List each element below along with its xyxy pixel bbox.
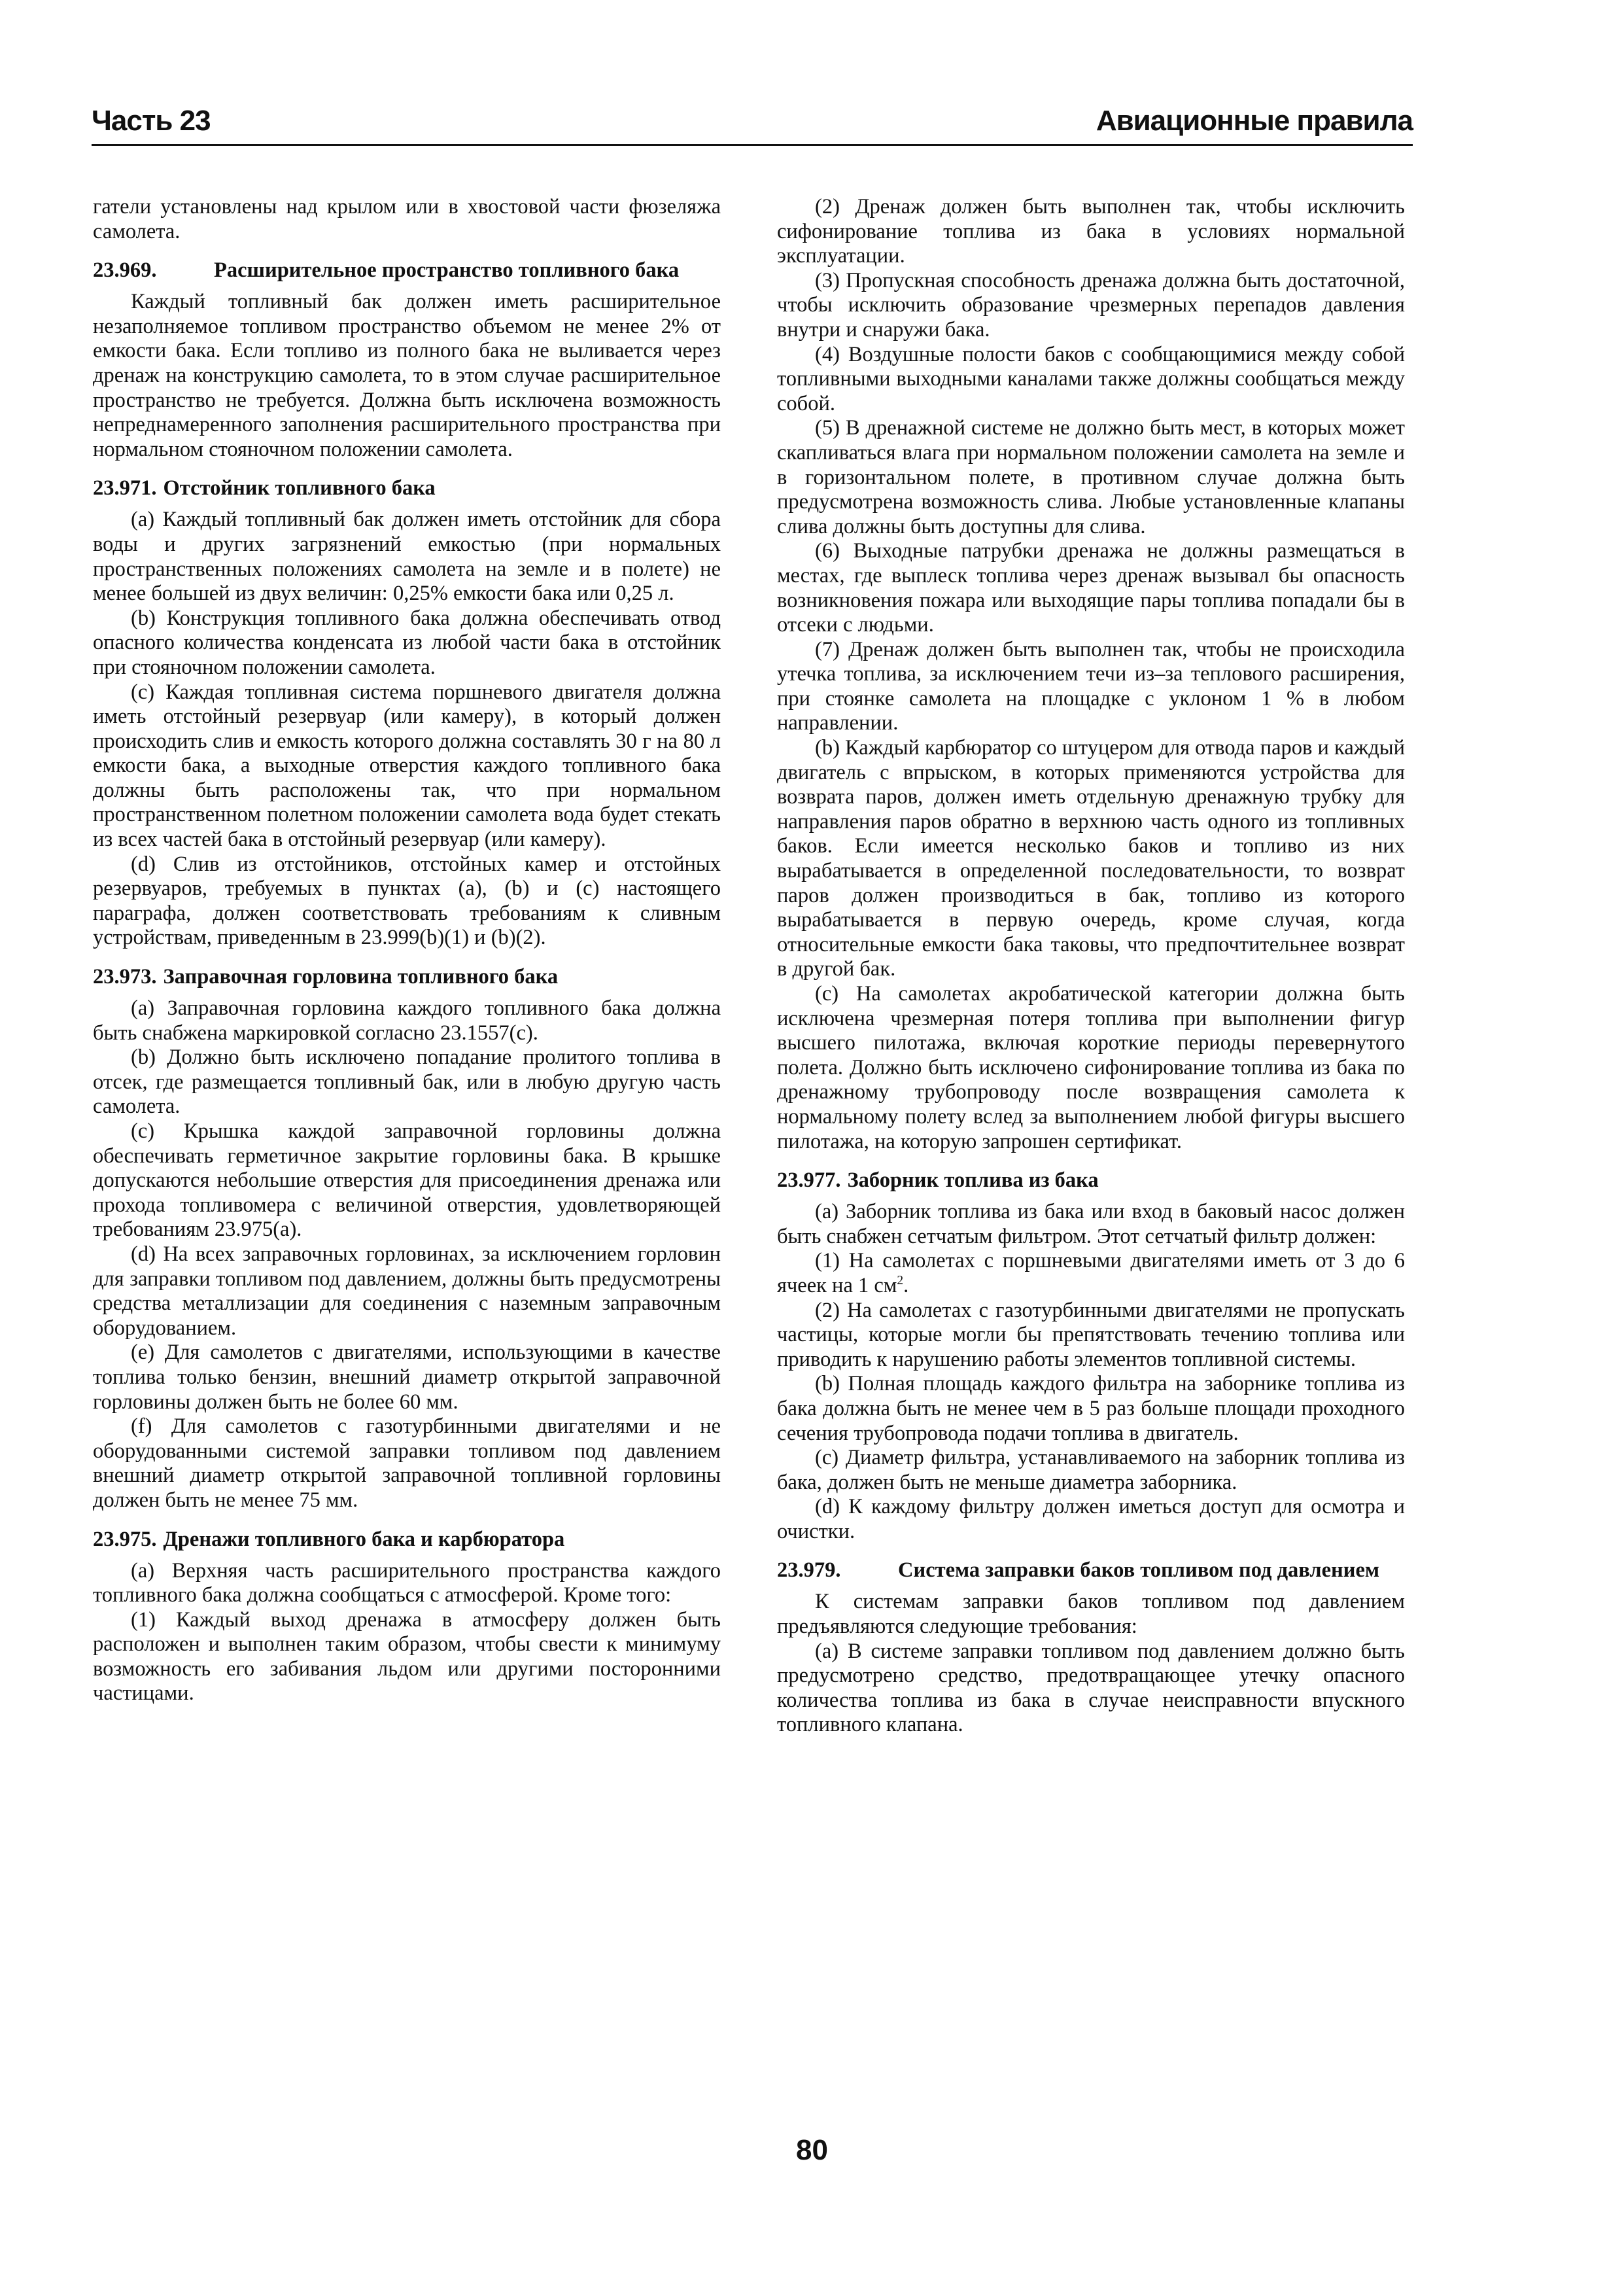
- page-number: 80: [796, 2134, 828, 2166]
- paragraph: (d) На всех заправочных горловинах, за исключением горловин для заправки топливом под давлением, должны быть предусмотрены средства металлизации для соединения с наземным заправочным оборудованием.: [93, 1242, 721, 1340]
- paragraph: (c) Диаметр фильтра, устанавливаемого на заборник топлива из бака, должен быть не меньше диаметра заборника.: [777, 1446, 1405, 1494]
- paragraph: (c) Крышка каждой заправочной горловины должна обеспечивать герметичное закрытие горловины бака. В крышке допускаются небольшие отверстия для присоединения дренажа или прохода топливомера с величиной отверстия, удовлетворяющей требованиям 23.975(a).: [93, 1119, 721, 1242]
- section-title: Система заправки баков топливом под давлением: [898, 1558, 1380, 1583]
- paragraph: (a) В системе заправки топливом под давлением должно быть предусмотрено средство, предотвращающее утечку опасного количества топлива из бака в случае неисправности впускного топливного клапана.: [777, 1639, 1405, 1737]
- text-run: (1) На самолетах с поршневыми двигателями иметь от 3 до 6 ячеек на 1 см: [777, 1249, 1405, 1297]
- paragraph: (c) Каждая топливная система поршневого двигателя должна иметь отстойный резервуар (или камеру), в который должен происходить слив и емкость которого должна составлять 30 г на 80 л емкости бака, а выходные отверстия каждого топливного бака должны быть расположены так, что при нормальном пространственном полетном положении самолета вода будет стекать из всех частей бака в отстойный резервуар (или камеру).: [93, 680, 721, 852]
- superscript: 2: [897, 1274, 904, 1288]
- paragraph: (b) Полная площадь каждого фильтра на заборнике топлива из бака должна быть не менее чем в 5 раз больше площади проходного сечения трубопровода подачи топлива в двигатель.: [777, 1372, 1405, 1445]
- section-title: Расширительное пространство топливного бака: [214, 258, 680, 283]
- left-column: [93, 195, 721, 1706]
- paragraph: (2) На самолетах с газотурбинными двигателями не пропускать частицы, которые могли бы препятствовать течению топлива или приводить к нарушению работы элементов топливной системы.: [777, 1298, 1405, 1371]
- paragraph: (6) Выходные патрубки дренажа не должны размещаться в местах, где выплеск топлива через дренаж вызывал бы опасность возникновения пожара или выходящие пары топлива попадали бы в отсеки с людьми.: [777, 539, 1405, 637]
- section-number: 23.979.: [777, 1558, 841, 1583]
- paragraph: гатели установлены над крылом или в хвостовой части фюзеляжа самолета.: [93, 195, 721, 243]
- paragraph: (4) Воздушные полости баков с сообщающимися между собой топливными выходными каналами также должны сообщаться между собой.: [777, 342, 1405, 415]
- paragraph: (3) Пропускная способность дренажа должна быть достаточной, чтобы исключить образование чрезмерных перепадов давления внутри и снаружи бака.: [777, 268, 1405, 342]
- paragraph: [777, 1249, 1405, 1298]
- paragraph: (a) Верхняя часть расширительного пространства каждого топливного бака должна сообщаться с атмосферой. Кроме того:: [93, 1558, 721, 1607]
- paragraph: (b) Каждый карбюратор со штуцером для отвода паров и каждый двигатель с впрыском, в которых применяются устройства для возврата паров, должен иметь отдельную дренажную трубку для направления паров обратно в верхнюю часть одного из топливных баков. Если имеется несколько баков и топливо из них вырабатывается в определенной последовательности, то возврат паров должен производиться в бак, топливо из которого вырабатывается в первую очередь, кроме случая, когда относительные емкости бака таковы, что предпочтительнее возврат в другой бак.: [777, 736, 1405, 981]
- section-heading-23-971: [93, 476, 721, 500]
- section-number: 23.973.: [93, 965, 157, 989]
- section-heading-23-979: [777, 1558, 1405, 1582]
- paragraph: (b) Конструкция топливного бака должна обеспечивать отвод опасного количества конденсата из любой части бака в отстойник при стояночном положении самолета.: [93, 606, 721, 679]
- section-number: 23.971.: [93, 476, 157, 500]
- section-title: Дренажи топливного бака и карбюратора: [163, 1527, 565, 1551]
- header-title: Авиационные правила: [1096, 105, 1413, 137]
- paragraph: (f) Для самолетов с газотурбинными двигателями и не оборудованными системой заправки топливом под давлением внешний диаметр открытой заправочной топливной горловины должен быть не менее 75 мм.: [93, 1414, 721, 1512]
- running-header: [92, 98, 1413, 146]
- text-run: .: [903, 1273, 909, 1297]
- section-title: Заправочная горловина топливного бака: [163, 965, 559, 989]
- paragraph: (c) На самолетах акробатической категории должна быть исключена чрезмерная потеря топлива при выполнении фигур высшего пилотажа, включая короткие периоды перевернутого полета. Должно быть исключено сифонирование топлива из бака по дренажному трубопроводу после возвращения самолета к нормальному полету вслед за выполнением любой фигуры высшего пилотажа, на которую запрошен сертификат.: [777, 982, 1405, 1153]
- paragraph: Каждый топливный бак должен иметь расширительное незаполняемое топливом пространство объемом не менее 2% от емкости бака. Если топливо из полного бака не выливается через дренаж на конструкцию самолета, то в этом случае расширительное пространство не требуется. Должна быть исключена возможность непреднамеренного заполнения расширительного пространства при нормальном стояночном положении самолета.: [93, 290, 721, 461]
- section-title: Заборник топлива из бака: [847, 1168, 1099, 1193]
- header-part: Часть 23: [92, 105, 211, 137]
- paragraph: (a) Заборник топлива из бака или вход в баковый насос должен быть снабжен сетчатым фильтром. Этот сетчатый фильтр должен:: [777, 1200, 1405, 1248]
- paragraph: (a) Заправочная горловина каждого топливного бака должна быть снабжена маркировкой согласно 23.1557(c).: [93, 996, 721, 1045]
- paragraph: (2) Дренаж должен быть выполнен так, чтобы исключить сифонирование топлива из бака в условиях нормальной эксплуатации.: [777, 195, 1405, 268]
- right-column: [777, 195, 1405, 1738]
- paragraph: (b) Должно быть исключено попадание пролитого топлива в отсек, где размещается топливный бак, или в любую другую часть самолета.: [93, 1045, 721, 1119]
- paragraph: (a) Каждый топливный бак должен иметь отстойник для сбора воды и других загрязнений емкостью (при нормальных пространственных положениях самолета на земле и в полете) не менее большей из двух величин: 0,25% емкости бака или 0,25 л.: [93, 508, 721, 606]
- paragraph: (1) Каждый выход дренажа в атмосферу должен быть расположен и выполнен таким образом, чтобы свести к минимуму возможность его забивания льдом или другими посторонними частицами.: [93, 1607, 721, 1706]
- section-heading-23-975: [93, 1528, 721, 1551]
- section-title: Отстойник топливного бака: [163, 476, 436, 500]
- section-number: 23.977.: [777, 1168, 841, 1193]
- section-heading-23-969: [93, 258, 721, 282]
- paragraph: (d) К каждому фильтру должен иметься доступ для осмотра и очистки.: [777, 1495, 1405, 1543]
- paragraph: (7) Дренаж должен быть выполнен так, чтобы не происходила утечка топлива, за исключением течи из–за теплового расширения, при стоянке самолета на площадке с уклоном 1 % в любом направлении.: [777, 637, 1405, 735]
- paragraph: К системам заправки баков топливом под давлением предъявляются следующие требования:: [777, 1590, 1405, 1639]
- section-number: 23.969.: [93, 258, 157, 283]
- section-heading-23-977: [777, 1168, 1405, 1192]
- paragraph: (d) Слив из отстойников, отстойных камер и отстойных резервуаров, требуемых в пунктах (а), (b) и (c) настоящего параграфа, должен соответствовать требованиям к сливным устройствам, приведенным в 23.999(b)(1) и (b)(2).: [93, 852, 721, 950]
- section-heading-23-973: [93, 965, 721, 989]
- section-number: 23.975.: [93, 1527, 157, 1551]
- paragraph: (5) В дренажной системе не должно быть мест, в которых может скапливаться влага при нормальном положении самолета на земле и в горизонтальном полете, в противном случае должна быть предусмотрена возможность слива. Любые установленные клапаны слива должны быть доступны для слива.: [777, 416, 1405, 538]
- paragraph: (e) Для самолетов с двигателями, использующими в качестве топлива только бензин, внешний диаметр открытой заправочной горловины должен быть не более 60 мм.: [93, 1340, 721, 1414]
